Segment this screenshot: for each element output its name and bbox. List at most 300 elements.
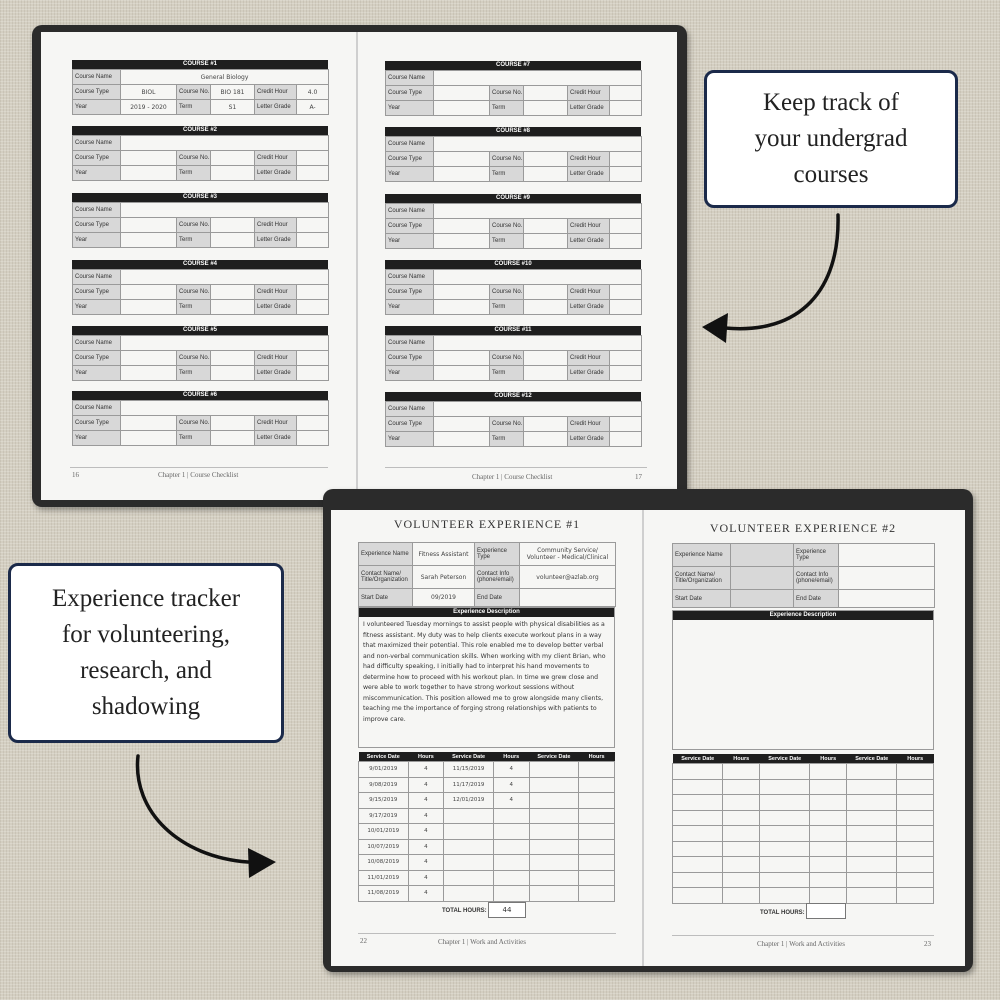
course-no-value: [211, 218, 255, 233]
course-card-table: [385, 335, 642, 381]
value-start-date: 09/2019: [413, 589, 475, 607]
service-date-cell: [529, 793, 579, 809]
footer-rule-right: [385, 467, 647, 468]
hours-cell: [897, 764, 934, 780]
course-card: [72, 260, 328, 316]
hours-cell: [493, 824, 529, 840]
credit-hour-label: Credit Hour: [568, 86, 610, 101]
course-type-value: [434, 417, 490, 432]
course-card-title: COURSE #5: [72, 326, 328, 335]
course-name-label: Course Name: [386, 270, 434, 285]
letter-grade-value: [610, 234, 642, 249]
service-date-cell: [760, 810, 810, 826]
hours-cell: [723, 795, 760, 811]
value-experience-type: Community Service/ Volunteer - Medical/Clinical: [520, 543, 616, 566]
service-date-cell: [529, 855, 579, 871]
credit-hour-label: Credit Hour: [568, 351, 610, 366]
service-date-cell: [760, 872, 810, 888]
course-card-table: [385, 401, 642, 447]
course-card-table: [385, 203, 642, 249]
label-experience-name: Experience Name: [359, 543, 413, 566]
label-contact-info: Contact Info (phone/email): [475, 566, 520, 589]
service-date-cell: [529, 808, 579, 824]
term-label: Term: [490, 366, 524, 381]
service-date-cell: 10/07/2019: [359, 839, 409, 855]
callout-top-line-3: courses: [793, 161, 869, 188]
hours-cell: 4: [408, 793, 444, 809]
term-value: [211, 366, 255, 381]
value-contact-info: [839, 567, 935, 590]
label-contact-info: Contact Info (phone/email): [794, 567, 839, 590]
hours-cell: [897, 872, 934, 888]
course-card-title: COURSE #3: [72, 193, 328, 202]
hours-cell: [810, 888, 847, 904]
course-name-label: Course Name: [73, 401, 121, 416]
service-date-cell: [760, 841, 810, 857]
service-date-cell: [760, 795, 810, 811]
letter-grade-label: Letter Grade: [255, 431, 297, 446]
course-card-table: [385, 269, 642, 315]
service-date-cell: [847, 872, 897, 888]
course-name-value: [121, 336, 329, 351]
letter-grade-value: [610, 101, 642, 116]
arrow-to-experience-icon: [130, 752, 290, 882]
label-start-date: Start Date: [673, 590, 731, 608]
letter-grade-label: Letter Grade: [255, 233, 297, 248]
course-card-table: [72, 135, 329, 181]
volunteer-2-title: VOLUNTEER EXPERIENCE #2: [709, 521, 897, 535]
course-name-value: [121, 203, 329, 218]
course-no-label: Course No.: [177, 285, 211, 300]
course-card-title: COURSE #10: [385, 260, 641, 269]
course-no-value: BIO 181: [211, 85, 255, 100]
letter-grade-label: Letter Grade: [568, 167, 610, 182]
value-experience-name: [731, 544, 794, 567]
book-spine-bottom: [642, 510, 644, 966]
hours-cell: [579, 886, 615, 902]
course-card: [385, 260, 641, 316]
course-name-label: Course Name: [73, 136, 121, 151]
service-date-cell: 11/01/2019: [359, 870, 409, 886]
service-date-cell: [847, 795, 897, 811]
credit-hour-label: Credit Hour: [255, 416, 297, 431]
hours-cell: 4: [408, 762, 444, 778]
service-row: [359, 793, 615, 809]
service-date-header: Service Date: [847, 754, 897, 764]
service-date-cell: [673, 841, 723, 857]
course-name-label: Course Name: [386, 336, 434, 351]
course-card-title: COURSE #2: [72, 126, 328, 135]
arrow-to-courses-icon: [690, 210, 850, 350]
course-card: [385, 61, 641, 117]
term-value: [211, 166, 255, 181]
hours-cell: [579, 855, 615, 871]
service-date-cell: [760, 826, 810, 842]
service-date-cell: [444, 855, 494, 871]
service-row: [673, 764, 934, 780]
term-value: [524, 300, 568, 315]
service-row: [359, 808, 615, 824]
letter-grade-label: Letter Grade: [568, 101, 610, 116]
course-type-value: [121, 218, 177, 233]
service-date-cell: [847, 857, 897, 873]
term-label: Term: [490, 234, 524, 249]
course-type-label: Course Type: [386, 417, 434, 432]
hours-cell: [493, 886, 529, 902]
value-experience-type: [839, 544, 935, 567]
course-name-label: Course Name: [73, 270, 121, 285]
course-type-label: Course Type: [73, 416, 121, 431]
year-label: Year: [73, 300, 121, 315]
volunteer-2-info-table: [672, 543, 935, 608]
year-label: Year: [73, 100, 121, 115]
service-date-header: Service Date: [760, 754, 810, 764]
term-label: Term: [177, 431, 211, 446]
credit-hour-value: [297, 218, 329, 233]
year-value: [121, 166, 177, 181]
page-number-17: 17: [635, 473, 642, 481]
letter-grade-value: [610, 300, 642, 315]
service-date-cell: [444, 839, 494, 855]
service-date-cell: [673, 857, 723, 873]
volunteer-1-total-label: TOTAL HOURS:: [442, 908, 487, 914]
course-no-value: [524, 285, 568, 300]
hours-cell: [810, 810, 847, 826]
value-end-date: [839, 590, 935, 608]
hours-header: Hours: [723, 754, 760, 764]
volunteer-1-description-box: [358, 607, 615, 748]
service-date-cell: 11/08/2019: [359, 886, 409, 902]
service-date-cell: [444, 870, 494, 886]
hours-cell: [810, 826, 847, 842]
year-value: [434, 432, 490, 447]
service-date-cell: [760, 857, 810, 873]
hours-cell: [579, 777, 615, 793]
course-name-label: Course Name: [386, 402, 434, 417]
course-card-title: COURSE #7: [385, 61, 641, 70]
term-label: Term: [177, 166, 211, 181]
service-row: [359, 886, 615, 902]
course-type-value: [121, 416, 177, 431]
label-experience-name: Experience Name: [673, 544, 731, 567]
description-header: Experience Description: [359, 608, 614, 617]
service-row: [673, 841, 934, 857]
service-date-cell: [673, 810, 723, 826]
year-value: [434, 101, 490, 116]
course-card-table: [72, 269, 329, 315]
course-card: [72, 326, 328, 382]
service-row: [359, 762, 615, 778]
credit-hour-label: Credit Hour: [255, 218, 297, 233]
hours-header: Hours: [408, 752, 444, 762]
year-label: Year: [386, 101, 434, 116]
label-end-date: End Date: [475, 589, 520, 607]
course-name-value: General Biology: [121, 70, 329, 85]
letter-grade-value: [610, 432, 642, 447]
value-end-date: [520, 589, 616, 607]
letter-grade-value: [610, 366, 642, 381]
course-name-value: [434, 336, 642, 351]
hours-cell: [897, 841, 934, 857]
service-date-cell: [847, 764, 897, 780]
service-date-cell: [760, 779, 810, 795]
term-value: [211, 233, 255, 248]
hours-cell: [810, 795, 847, 811]
course-card-title: COURSE #11: [385, 326, 641, 335]
course-name-value: [434, 71, 642, 86]
course-type-value: [434, 152, 490, 167]
service-row: [359, 855, 615, 871]
course-name-label: Course Name: [73, 203, 121, 218]
year-label: Year: [386, 432, 434, 447]
term-value: S1: [211, 100, 255, 115]
callout-top-line-1: Keep track of: [762, 89, 900, 116]
credit-hour-value: [610, 417, 642, 432]
credit-hour-value: [610, 285, 642, 300]
term-label: Term: [490, 167, 524, 182]
hours-header: Hours: [810, 754, 847, 764]
course-card-table: [72, 400, 329, 446]
service-date-cell: [847, 826, 897, 842]
course-card: [72, 193, 328, 249]
hours-cell: [493, 870, 529, 886]
credit-hour-value: [297, 285, 329, 300]
hours-cell: [897, 795, 934, 811]
hours-cell: [723, 872, 760, 888]
year-label: Year: [73, 233, 121, 248]
footer-chapter-bottom-right: Chapter 1 | Work and Activities: [757, 940, 845, 948]
service-date-cell: 9/15/2019: [359, 793, 409, 809]
service-date-header: Service Date: [359, 752, 409, 762]
service-row: [359, 777, 615, 793]
term-label: Term: [177, 300, 211, 315]
value-experience-name: Fitness Assistant: [413, 543, 475, 566]
footer-chapter-left: Chapter 1 | Course Checklist: [158, 471, 239, 479]
service-date-cell: [529, 824, 579, 840]
course-no-label: Course No.: [490, 417, 524, 432]
service-date-cell: [847, 810, 897, 826]
credit-hour-label: Credit Hour: [568, 152, 610, 167]
course-card-table: [72, 69, 329, 115]
year-value: [121, 233, 177, 248]
course-no-value: [211, 416, 255, 431]
hours-cell: [493, 808, 529, 824]
service-date-cell: [673, 795, 723, 811]
term-label: Term: [490, 300, 524, 315]
service-date-cell: [760, 764, 810, 780]
letter-grade-value: [297, 300, 329, 315]
volunteer-2-total-value: [806, 903, 846, 919]
course-name-value: [121, 401, 329, 416]
course-no-label: Course No.: [490, 219, 524, 234]
hours-cell: 4: [408, 870, 444, 886]
service-date-header: Service Date: [529, 752, 579, 762]
footer-rule-left: [70, 467, 328, 468]
course-card-title: COURSE #1: [72, 60, 328, 69]
hours-cell: [493, 855, 529, 871]
letter-grade-value: [297, 233, 329, 248]
course-type-label: Course Type: [73, 218, 121, 233]
course-name-value: [121, 270, 329, 285]
course-type-value: [434, 285, 490, 300]
course-type-value: [121, 285, 177, 300]
course-card: [385, 194, 641, 250]
course-no-value: [524, 351, 568, 366]
course-no-label: Course No.: [490, 152, 524, 167]
hours-cell: 4: [493, 762, 529, 778]
year-label: Year: [386, 300, 434, 315]
callout-bottom-line-2: for volunteering,: [61, 621, 230, 648]
term-value: [211, 300, 255, 315]
footer-chapter-bottom-left: Chapter 1 | Work and Activities: [438, 938, 526, 946]
hours-cell: [897, 888, 934, 904]
course-card-title: COURSE #12: [385, 392, 641, 401]
credit-hour-value: [297, 151, 329, 166]
credit-hour-value: [610, 86, 642, 101]
service-row: [673, 888, 934, 904]
hours-cell: 4: [408, 886, 444, 902]
year-label: Year: [73, 431, 121, 446]
hours-cell: 4: [408, 824, 444, 840]
letter-grade-value: A-: [297, 100, 329, 115]
callout-experience-tracker: [8, 563, 284, 743]
volunteer-1-description-text: I volunteered Tuesday mornings to assist people with physical disabilities as a fitness assistant. My duty was to help clients execute workout plans in a way that maximized their potential. This role enabled me to develop better verbal and non-verbal communication skills. When working with my client Brian, who had difficulty speaking, I initially had to interpret his hand movements to determine how to proceed with his workout plan. In time we grew close and were able to work together to have strong workout sessions without miscommunication. This position allowed me to grow alongside many clients, teaching me the importance of forging strong relationships with patients to improve care.: [363, 621, 606, 723]
page-number-22: 22: [360, 937, 367, 945]
course-no-value: [524, 219, 568, 234]
volunteer-1-info-table: [358, 542, 616, 607]
course-card-title: COURSE #4: [72, 260, 328, 269]
hours-cell: [493, 839, 529, 855]
course-name-value: [434, 204, 642, 219]
hours-cell: 4: [493, 793, 529, 809]
callout-bottom-line-4: shadowing: [91, 693, 201, 720]
service-date-header: Service Date: [444, 752, 494, 762]
service-row: [673, 795, 934, 811]
year-label: Year: [386, 366, 434, 381]
hours-cell: [897, 779, 934, 795]
credit-hour-label: Credit Hour: [568, 219, 610, 234]
course-type-label: Course Type: [73, 351, 121, 366]
year-label: Year: [73, 366, 121, 381]
course-no-value: [211, 351, 255, 366]
letter-grade-value: [297, 166, 329, 181]
service-date-cell: 10/08/2019: [359, 855, 409, 871]
course-type-label: Course Type: [386, 285, 434, 300]
hours-cell: 4: [493, 777, 529, 793]
course-card: [72, 126, 328, 182]
callout-bottom-line-3: research, and: [80, 657, 212, 684]
year-label: Year: [386, 167, 434, 182]
term-value: [524, 167, 568, 182]
volunteer-1-total-value: 44: [488, 902, 526, 918]
hours-header: Hours: [493, 752, 529, 762]
letter-grade-label: Letter Grade: [568, 432, 610, 447]
service-date-cell: 10/01/2019: [359, 824, 409, 840]
service-date-cell: 11/15/2019: [444, 762, 494, 778]
year-value: [434, 167, 490, 182]
letter-grade-value: [297, 431, 329, 446]
course-card-title: COURSE #9: [385, 194, 641, 203]
service-date-cell: [847, 888, 897, 904]
course-card: [72, 391, 328, 447]
hours-cell: [579, 839, 615, 855]
term-value: [524, 366, 568, 381]
hours-cell: [579, 793, 615, 809]
footer-rule-bottom-left: [358, 933, 616, 934]
service-date-cell: [847, 841, 897, 857]
year-label: Year: [386, 234, 434, 249]
credit-hour-label: Credit Hour: [255, 151, 297, 166]
term-value: [524, 234, 568, 249]
service-row: [359, 839, 615, 855]
credit-hour-label: Credit Hour: [568, 417, 610, 432]
callout-bottom-line-1: Experience tracker: [51, 585, 241, 612]
service-row: [673, 826, 934, 842]
year-value: [434, 366, 490, 381]
value-contact: Sarah Peterson: [413, 566, 475, 589]
course-name-value: [434, 270, 642, 285]
credit-hour-value: [297, 416, 329, 431]
hours-header: Hours: [579, 752, 615, 762]
value-start-date: [731, 590, 794, 608]
volunteer-1-title: VOLUNTEER EXPERIENCE #1: [393, 517, 581, 531]
year-value: [121, 300, 177, 315]
letter-grade-label: Letter Grade: [568, 300, 610, 315]
credit-hour-value: 4.0: [297, 85, 329, 100]
description-header: Experience Description: [673, 611, 933, 620]
service-date-cell: [529, 886, 579, 902]
label-experience-type: Experience Type: [475, 543, 520, 566]
footer-rule-bottom-right: [672, 935, 934, 936]
hours-cell: [897, 810, 934, 826]
label-contact: Contact Name/ Title/Organization: [359, 566, 413, 589]
letter-grade-label: Letter Grade: [255, 166, 297, 181]
service-date-cell: [673, 779, 723, 795]
service-date-cell: [444, 808, 494, 824]
letter-grade-label: Letter Grade: [255, 100, 297, 115]
service-date-cell: 9/08/2019: [359, 777, 409, 793]
hours-cell: [897, 857, 934, 873]
course-type-label: Course Type: [73, 151, 121, 166]
credit-hour-label: Credit Hour: [255, 85, 297, 100]
year-value: [121, 431, 177, 446]
course-no-value: [524, 152, 568, 167]
service-row: [673, 779, 934, 795]
service-date-cell: [444, 886, 494, 902]
course-card: [72, 60, 328, 116]
year-value: [434, 234, 490, 249]
service-date-cell: [529, 762, 579, 778]
term-label: Term: [177, 233, 211, 248]
credit-hour-value: [610, 351, 642, 366]
credit-hour-value: [610, 152, 642, 167]
year-value: [121, 366, 177, 381]
label-start-date: Start Date: [359, 589, 413, 607]
service-row: [673, 810, 934, 826]
credit-hour-value: [297, 351, 329, 366]
course-type-label: Course Type: [386, 219, 434, 234]
credit-hour-label: Credit Hour: [255, 351, 297, 366]
letter-grade-label: Letter Grade: [255, 366, 297, 381]
hours-cell: [579, 762, 615, 778]
course-type-label: Course Type: [386, 152, 434, 167]
term-label: Term: [177, 100, 211, 115]
volunteer-2-total-label: TOTAL HOURS:: [760, 910, 805, 916]
service-date-cell: 9/01/2019: [359, 762, 409, 778]
course-card-title: COURSE #6: [72, 391, 328, 400]
hours-cell: 4: [408, 808, 444, 824]
term-value: [211, 431, 255, 446]
